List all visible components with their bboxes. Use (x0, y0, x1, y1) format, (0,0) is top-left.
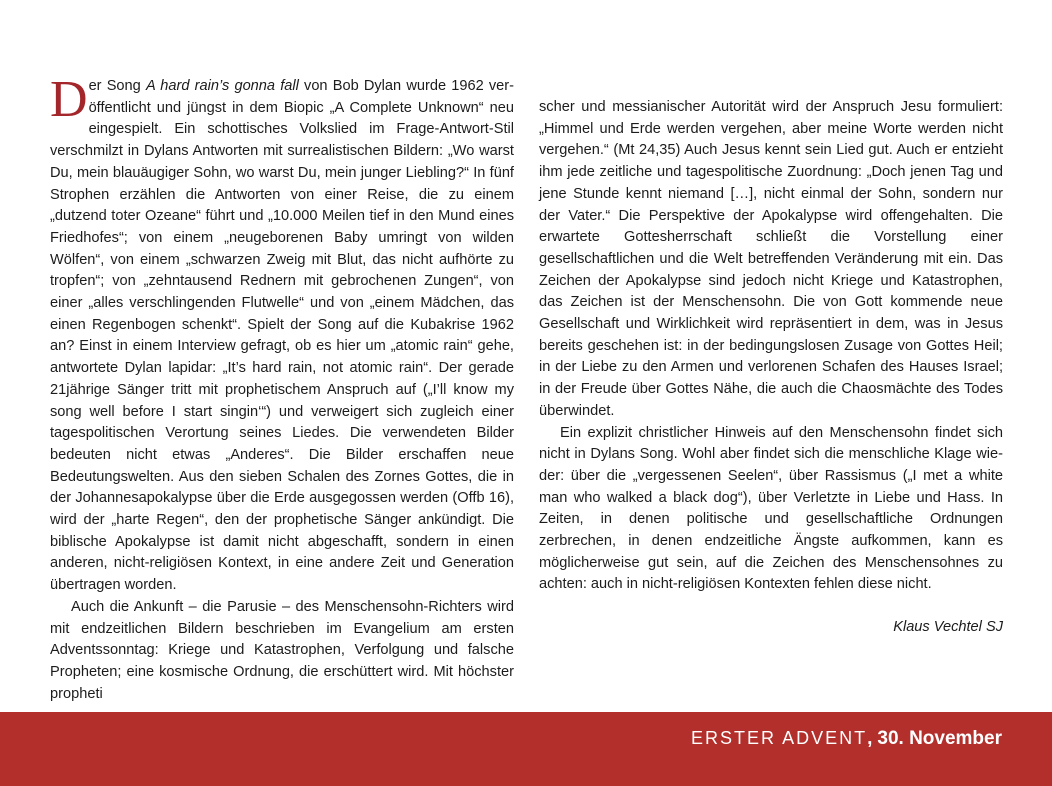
drop-cap: D (50, 71, 88, 128)
footer-separator: , (867, 728, 873, 749)
footer-banner (0, 712, 1052, 786)
footer-heading (691, 728, 1002, 750)
footer-label: ERSTER ADVENT (691, 728, 868, 748)
paragraph-1-lead: er Song (88, 78, 146, 94)
song-title: A hard rain’s gonna fall (145, 78, 299, 94)
footer-date: 30. November (877, 728, 1002, 749)
right-column (539, 97, 1003, 639)
paragraph-2-continued: scher und messianischer Autorität wird der Anspruch Jesu formuliert: „Himmel und Erde werden vergehen, aber meine Worte werden nicht vergehen.“ (Mt 24,35) Auch Jesus kennt sein Lied gut. Auch er entzieht ihm jede zeitliche und tagespolitische Zuordnung: „Doch jenen Tag und jene Stunde kennt niemand […], nicht einmal der Sohn, sondern nur der Vater.“ Die Perspektive der Apokalypse wird offengehalten. Die erwartete Gottesherrschaft schließt die Vorstellung einer gesellschaftlichen und die Welt betreffenden Veränderung mit ein. Das Zeichen der Apokalypse sind jedoch nicht Kriege und Katastrophen, das Zeichen ist der Menschensohn. Die von Gott kommende neue Gesellschaft und Wirklichkeit wird repräsentiert in dem, was in Jesus bereits geschehen ist: in der bedingungslosen Zusage von Gottes Heil; in der Liebe zu den Armen und verlorenen Schafen des Hauses Israel; in der Freude über Gottes Nähe, die auch die Chaosmächte des Todes überwindet. (539, 99, 1003, 419)
paragraph-1 (50, 71, 515, 597)
paragraph-2-start: Auch die Ankunft – die Parusie – des Menschensohn-Richters wird mit endzeitlichen Bildern beschrieben im Evangelium am ersten Adventssonntag: Kriege und Katastrophen, Verfolgung und falsche Propheten; eine kosmische Ordnung, die erschüttert wird. Mit höchster propheti (50, 598, 514, 702)
paragraph-1-text: von Bob Dylan wurde 1962 veröffentlicht und jüngst in dem Biopic „A Complete Unknown“ neu eingespielt. Ein schottisches Volkslied im Frage-Antwort-Stil verschmilzt in Dylans Antworten mit surrealistischen Bildern: „Wo warst Du, mein blauäugiger Sohn, wo warst Du, mein junger Liebling?“ In fünf Strophen erzählen die Antworten von einer Reise, die zu einem „dutzend toter Ozeane“ führt und „10.000 Meilen tief in den Mund eines Friedhofes“; von einem „neugeborenen Baby umringt von wilden Wölfen“, von einem „schwarzen Zweig mit Blut, das nicht aufhörte zu tropfen“; von „zehntausend Rednern mit gebrochenen Zungen“, von einer „alles verschlingenden Flutwelle“ und von „einem Mädchen, das einen Regenbogen schenkt“. Spielt der Song auf die Kubakrise 1962 an? Einst in einem Interview gefragt, ob es hier um „atomic rain“ gehe, antwortete Dylan lapidar: „It’s hard rain, not atomic rain“. Der gerade 21jährige Sänger tritt mit prophetischem Anspruch auf („I’ll know my song well before I start singin‘“) und verweigert sich zugleich einer tagespolitischen Verortung seines Liedes. Die verwendeten Bilder bedeuten nicht etwas „Anderes“. Die Bilder erschaffen neue Bedeutungswelten. Aus den sieben Schalen des Zornes Gottes, die in der Johannesapokalypse über die Erde ausgegossen werden (Offb 16), wird der „harte Regen“, den der prophetische Sänger ankündigt. Die biblische Apokalypse ist damit nicht abgeschafft, sondern in einen anderen, nicht-religiösen Kontext, in eine andere Zeit und Generation übertragen worden. (50, 78, 515, 594)
paragraph-3: Ein explizit christlicher Hinweis auf den Menschensohn findet sich nicht in Dylans Song. Wohl aber findet sich die menschliche Klage wieder: über die „vergessenen Seelen“, über Rassismus („I met a white man who walked a black dog“), über Verletzte in Liebe und Hass. In Zeiten, in denen politische und gesellschaftliche Ordnungen zerbrechen, in denen endzeitliche Ängste aufkommen, kann es möglicherweise gut sein, auf die Zeichen des Menschensohnes zu achten: auch in nicht-religiösen Kontexten fehlen diese nicht. (539, 424, 1003, 593)
left-column (50, 71, 515, 705)
author-signature: Klaus Vechtel SJ (893, 619, 1003, 636)
